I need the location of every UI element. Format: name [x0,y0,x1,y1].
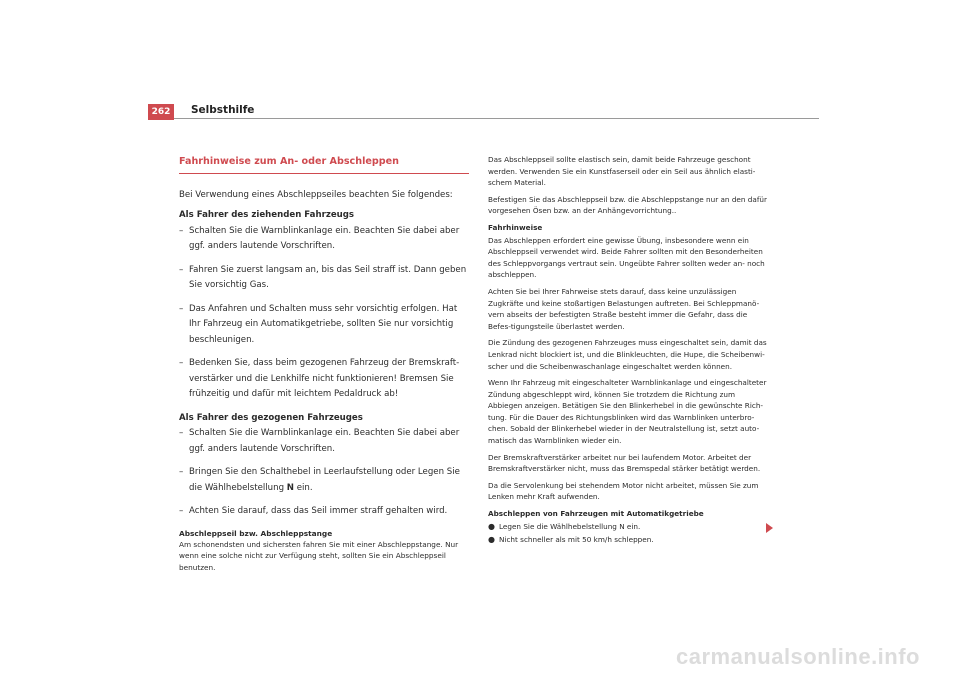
list-item: ● Legen Sie die Wählhebelstellung N ein. [488,521,641,531]
towed-driver-heading: Als Fahrer des gezogenen Fahrzeuges [179,412,363,423]
watermark: carmanualsonline.info [676,644,920,669]
paragraph: Der Bremskraftverstärker arbeitet nur bei laufendem Motor. Arbeitet der Bremskraftverstärker nicht, muss das Bremspedal stärker betätigt werden. [488,452,761,474]
intro-text: Bei Verwendung eines Abschleppseiles beachten Sie folgendes: [179,189,453,200]
header-divider [174,118,819,119]
gear-n-label: N [286,482,294,493]
paragraph: Da die Servolenkung bei stehendem Motor nicht arbeitet, müssen Sie zum Lenken mehr Kraft aufwenden. [488,480,759,502]
chapter-title: Selbsthilfe [191,104,255,116]
list-item: – Bedenken Sie, dass beim gezogenen Fahrzeug der Bremskraft-verstärker und die Lenkhilfe nicht funktionieren! Bremsen Sie frühzeitig und dafür mit leichtem Pedaldruck ab! [179,358,460,399]
list-item: – Achten Sie darauf, dass das Seil immer straff gehalten wird. [179,506,448,516]
paragraph: Das Abschleppseil sollte elastisch sein, damit beide Fahrzeuge geschont werden. Verwenden Sie ein Kunstfaserseil oder ein Seil aus ähnlich elasti-schem Material. [488,155,756,188]
continue-arrow-icon [766,523,773,533]
list-item: – Schalten Sie die Warnblinkanlage ein. Beachten Sie dabei aber ggf. anders lautende Vorschriften. [179,225,460,251]
automatic-heading: Abschleppen von Fahrzeugen mit Automatikgetriebe [488,509,704,519]
list-item: – Schalten Sie die Warnblinkanlage ein. Beachten Sie dabei aber ggf. anders lautende Vorschriften. [179,428,460,454]
page-number-badge: 262 [148,104,174,120]
paragraph: Befestigen Sie das Abschleppseil bzw. die Abschleppstange nur an den dafür vorgesehen Ösen bzw. an der Anhängevorrichtung.. [488,194,767,216]
towing-driver-heading: Als Fahrer des ziehenden Fahrzeugs [179,210,355,220]
paragraph: Das Abschleppen erfordert eine gewisse Übung, insbesondere wenn ein Abschleppseil verwendet wird. Beide Fahrer sollten mit den Besonderheiten des Schleppvorgangs vertraut sein. Ungeübte Fahrer sollten weder an- noch abschleppen. [488,235,765,280]
bullet-icon: ● [488,521,495,531]
rope-text: Am schonendsten und sichersten fahren Sie mit einer Abschleppstange. Nur wenn eine solche nicht zur Verfügung steht, sollten Sie ein Abschleppseil benutzen. [179,539,459,572]
paragraph: Achten Sie bei Ihrer Fahrweise stets darauf, dass keine unzulässigen Zugkräfte und keine stoßartigen Belastungen auftreten. Bei Schleppmanö-vern abseits der befestigten Straße besteht immer die Gefahr, dass die Befes-tigungsteile überlastet werden. [488,286,760,331]
paragraph: Die Zündung des gezogenen Fahrzeuges muss eingeschaltet sein, damit das Lenkrad nicht blockiert ist, und die Blinkleuchten, die Hupe, die Scheibenwi-scher und die Scheibenwaschanlage eingeschaltet werden können. [488,338,767,371]
left-column [179,154,469,573]
list-item: – Das Anfahren und Schalten muss sehr vorsichtig erfolgen. Hat Ihr Fahrzeug ein Automatikgetriebe, sollten Sie nur vorsichtig beschleunigen. [179,303,458,345]
bullet-icon: ● [488,535,495,545]
driving-tips-heading: Fahrhinweise [488,222,543,232]
list-item: – Fahren Sie zuerst langsam an, bis das Seil straff ist. Dann geben Sie vorsichtig Gas. [179,264,467,290]
list-item: ● Nicht schneller als mit 50 km/h schleppen. [488,535,654,545]
paragraph: Wenn Ihr Fahrzeug mit eingeschalteter Warnblinkanlage und eingeschalteter Zündung abgeschleppt wird, können Sie trotzdem die Richtung zum Abbiegen anzeigen. Betätigen Sie den Blinkerhebel in die gewünschte Rich-tung. Für die Dauer des Richtungsblinken wird das Warnblinken unterbro-chen. Sobald der Blinkerhebel wieder in der Neutralstellung ist, setzt auto-matisch das Warnblinken wieder ein. [488,378,767,446]
right-column [488,154,770,548]
section-title: Fahrhinweise zum An- oder Abschleppen [179,154,469,174]
rope-heading: Abschleppseil bzw. Abschleppstange [179,528,333,538]
list-item: – Bringen Sie den Schalthebel in Leerlaufstellung oder Legen Sie die Wählhebelstellung N ein. [179,467,460,493]
